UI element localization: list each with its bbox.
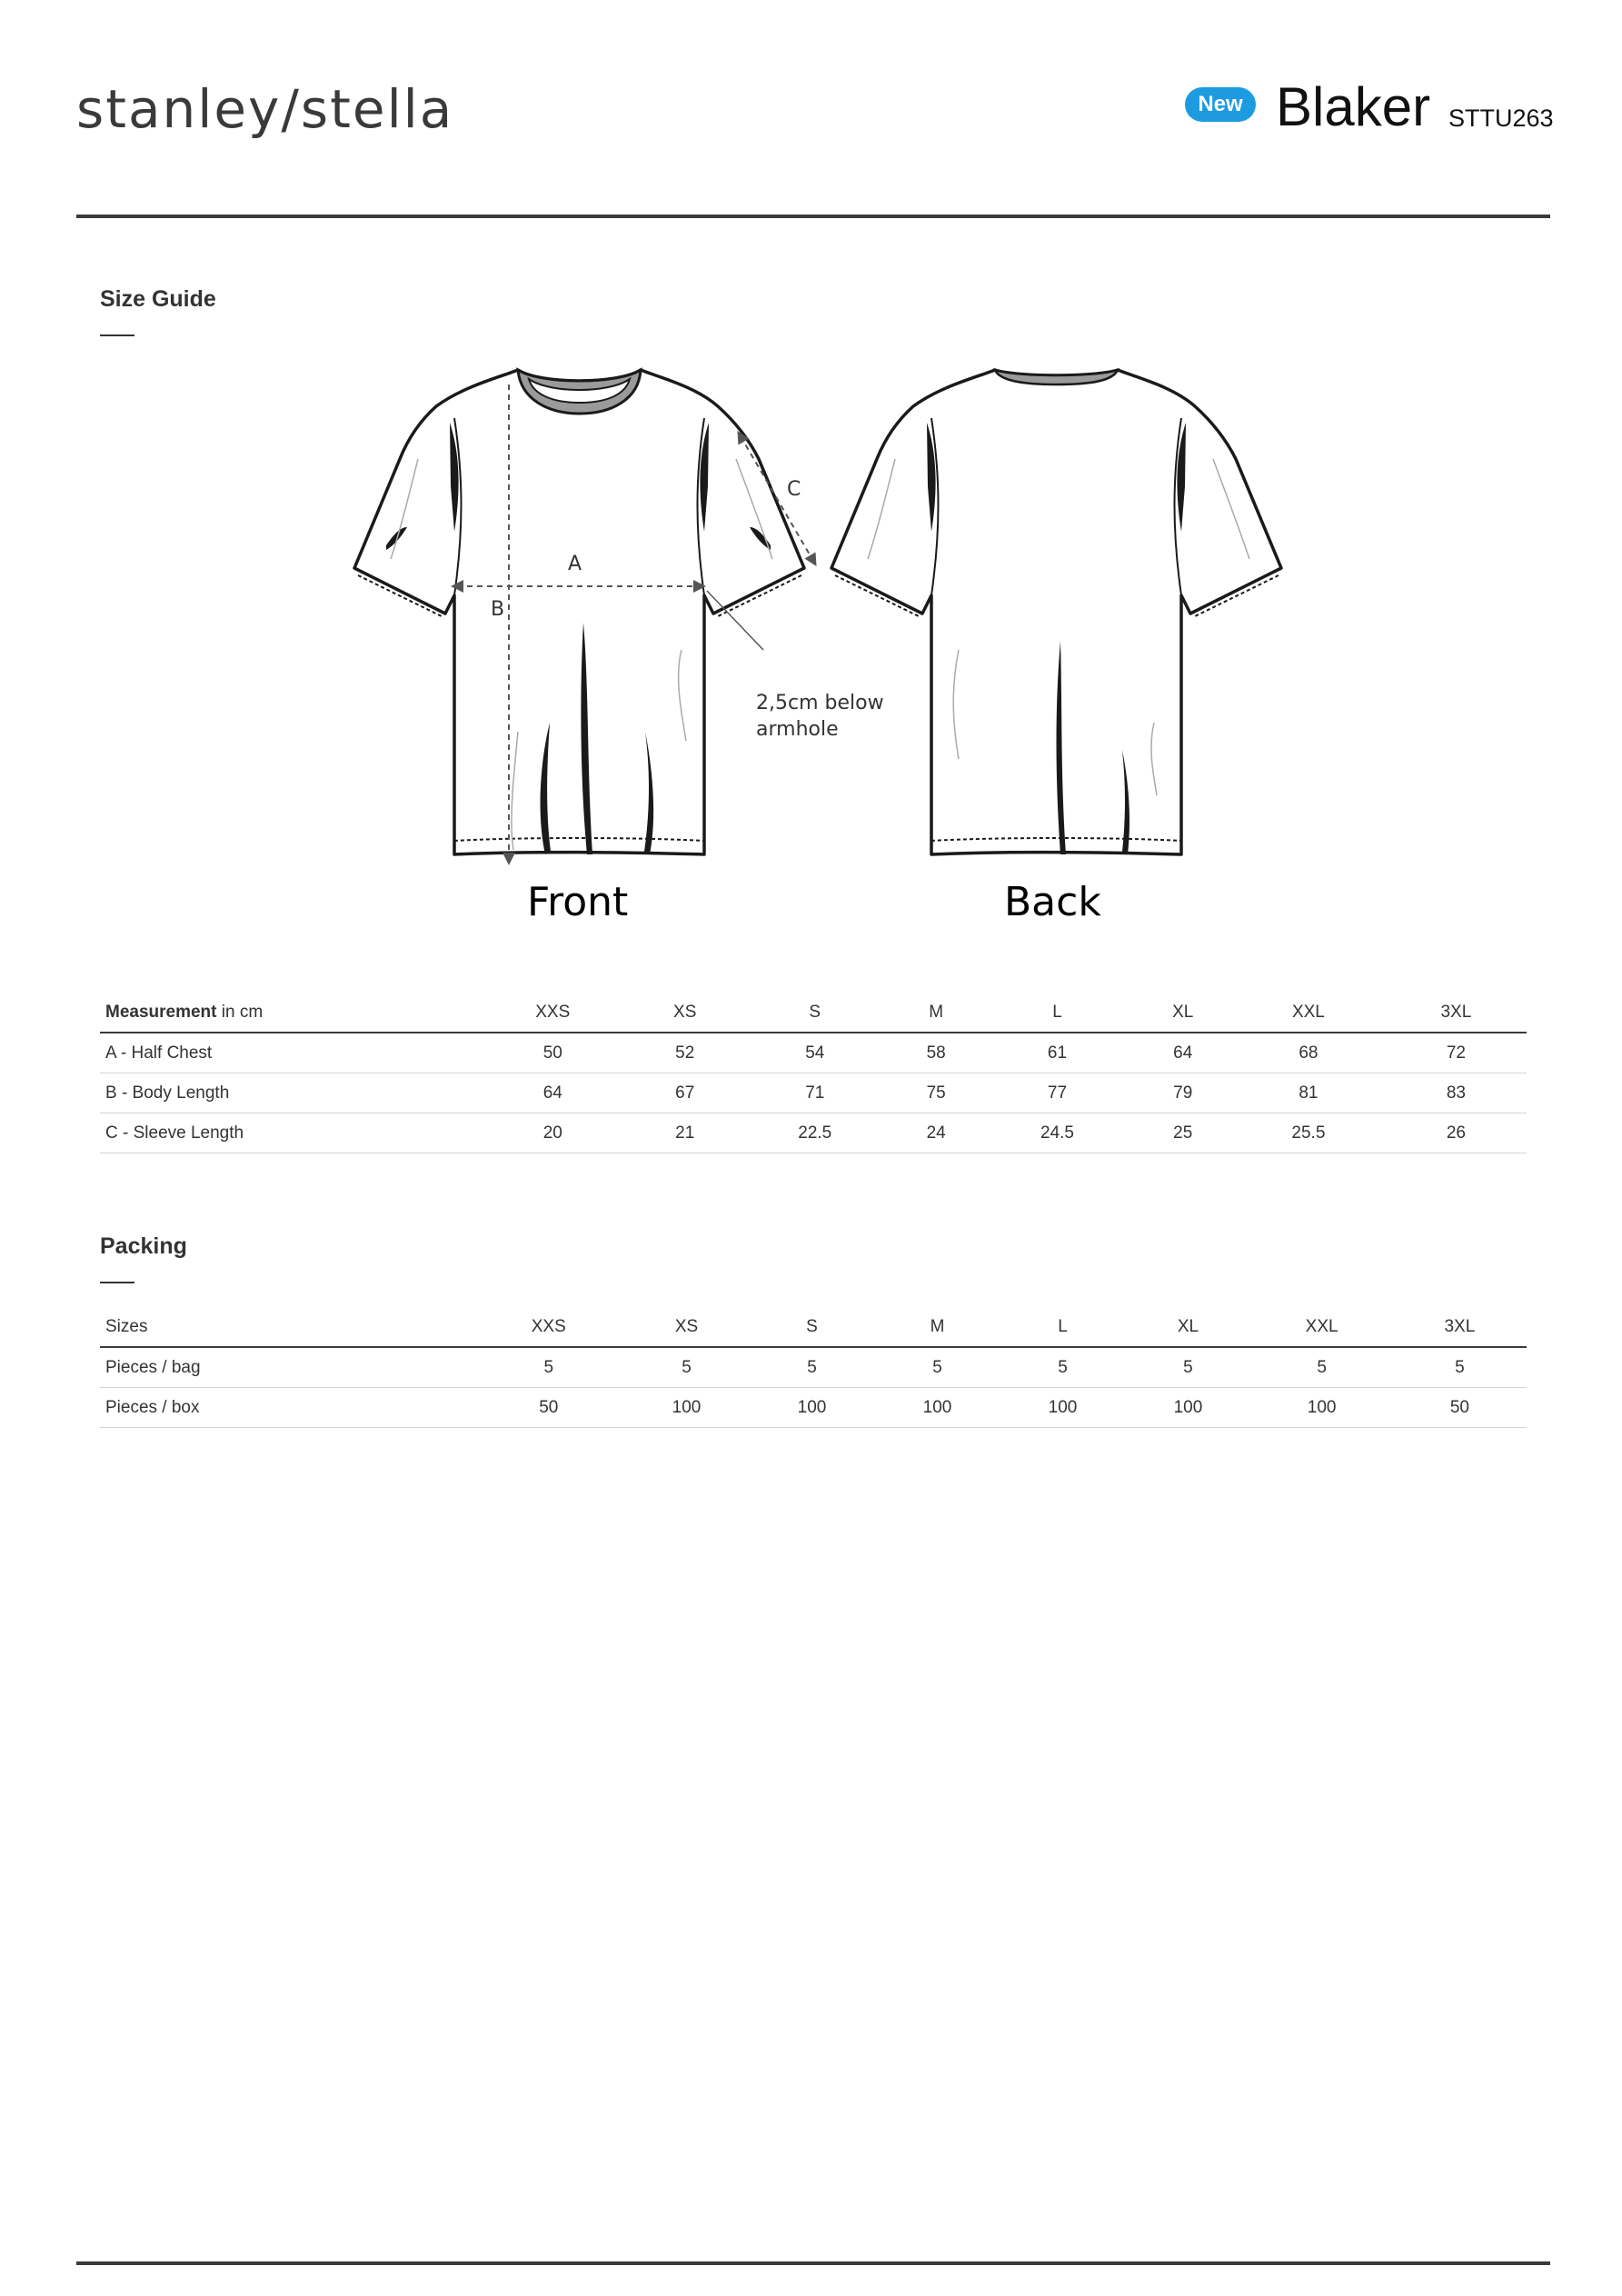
size-header-m: M <box>930 1316 945 1336</box>
row-label: B - Body Length <box>105 1083 230 1103</box>
size-guide-underline <box>100 334 134 336</box>
note-line-2: armhole <box>756 718 839 741</box>
packing-header-label: Sizes <box>105 1316 148 1336</box>
cell-value: 81 <box>1299 1083 1318 1103</box>
cell-value: 21 <box>675 1123 695 1143</box>
cell-value: 100 <box>922 1397 952 1417</box>
size-header-l: L <box>1058 1316 1068 1336</box>
cell-value: 5 <box>1455 1357 1465 1377</box>
front-tshirt <box>354 370 804 854</box>
cell-value: 24.5 <box>1040 1123 1074 1143</box>
size-header-xxl: XXL <box>1291 1002 1325 1022</box>
cell-value: 25.5 <box>1291 1123 1326 1143</box>
cell-value: 54 <box>805 1043 825 1063</box>
cell-value: 5 <box>1317 1357 1327 1377</box>
cell-value: 64 <box>1173 1043 1193 1063</box>
cell-value: 50 <box>542 1043 562 1063</box>
cell-value: 100 <box>1307 1397 1337 1417</box>
size-header-l: L <box>1052 1002 1062 1022</box>
cell-value: 22.5 <box>798 1123 832 1143</box>
note-line-1: 2,5cm below <box>756 692 884 714</box>
front-label: Front <box>527 879 629 925</box>
size-guide-title: Size Guide <box>100 286 216 312</box>
svg-text:stanley/stella: stanley/stella <box>76 84 454 138</box>
cell-value: 72 <box>1446 1043 1466 1063</box>
packing-underline <box>100 1282 134 1283</box>
new-badge: New <box>1185 87 1256 122</box>
size-header-s: S <box>809 1002 821 1022</box>
size-header-3xl: 3XL <box>1444 1316 1476 1336</box>
dim-c-label: C <box>787 478 801 501</box>
measurement-row <box>100 1073 1527 1113</box>
row-label: Pieces / bag <box>105 1357 201 1377</box>
product-code: STTU263 <box>1448 105 1554 132</box>
size-header-m: M <box>929 1002 944 1022</box>
cell-value: 71 <box>805 1083 825 1103</box>
measurement-header-row <box>100 993 1527 1033</box>
cell-value: 79 <box>1173 1083 1193 1103</box>
cell-value: 5 <box>1058 1357 1068 1377</box>
dim-b-label: B <box>491 598 505 621</box>
dim-a-label: A <box>568 553 582 575</box>
cell-value: 5 <box>932 1357 942 1377</box>
cell-value: 26 <box>1446 1123 1466 1143</box>
measurement-header-label: Measurement in cm <box>105 1002 264 1022</box>
cell-value: 58 <box>926 1043 946 1063</box>
back-label: Back <box>1004 879 1101 925</box>
cell-value: 64 <box>542 1083 562 1103</box>
measurement-row <box>100 1113 1527 1153</box>
measurement-table <box>100 993 1527 1153</box>
product-name: Blaker <box>1276 76 1431 137</box>
packing-row <box>100 1347 1527 1388</box>
cell-value: 25 <box>1173 1123 1193 1143</box>
cell-value: 77 <box>1047 1083 1068 1103</box>
cell-value: 50 <box>539 1397 559 1417</box>
brand-logo <box>76 84 531 147</box>
cell-value: 61 <box>1047 1043 1068 1063</box>
cell-value: 52 <box>675 1043 695 1063</box>
size-header-s: S <box>806 1316 818 1336</box>
cell-value: 100 <box>1173 1397 1203 1417</box>
row-label: C - Sleeve Length <box>105 1123 244 1143</box>
header-divider <box>76 215 1550 218</box>
tshirt-diagram <box>336 350 1299 932</box>
size-header-xxs: XXS <box>531 1316 566 1336</box>
cell-value: 83 <box>1446 1083 1466 1103</box>
footer-divider <box>76 2261 1550 2265</box>
size-header-3xl: 3XL <box>1440 1002 1472 1022</box>
back-tshirt <box>831 370 1281 854</box>
garment-illustration <box>336 350 1299 932</box>
cell-value: 100 <box>797 1397 827 1417</box>
cell-value: 68 <box>1299 1043 1318 1063</box>
size-header-xl: XL <box>1172 1002 1194 1022</box>
brand-logo-mark <box>76 84 531 138</box>
cell-value: 75 <box>926 1083 946 1103</box>
cell-value: 5 <box>807 1357 817 1377</box>
cell-value: 24 <box>926 1123 946 1143</box>
row-label: Pieces / box <box>105 1397 200 1417</box>
cell-value: 5 <box>682 1357 692 1377</box>
size-header-xxl: XXL <box>1305 1316 1338 1336</box>
packing-table <box>100 1307 1527 1428</box>
row-label: A - Half Chest <box>105 1043 213 1063</box>
cell-value: 5 <box>543 1357 554 1377</box>
cell-value: 20 <box>542 1123 562 1143</box>
measurement-row <box>100 1033 1527 1073</box>
packing-title: Packing <box>100 1233 187 1259</box>
cell-value: 67 <box>675 1083 695 1103</box>
size-header-xs: XS <box>674 1316 699 1336</box>
size-header-xs: XS <box>673 1002 697 1022</box>
cell-value: 50 <box>1449 1397 1469 1417</box>
cell-value: 100 <box>1048 1397 1078 1417</box>
cell-value: 5 <box>1183 1357 1193 1377</box>
size-header-xxs: XXS <box>535 1002 571 1022</box>
cell-value: 100 <box>672 1397 702 1417</box>
packing-row <box>100 1388 1527 1428</box>
packing-header-row <box>100 1307 1527 1347</box>
size-header-xl: XL <box>1177 1316 1199 1336</box>
